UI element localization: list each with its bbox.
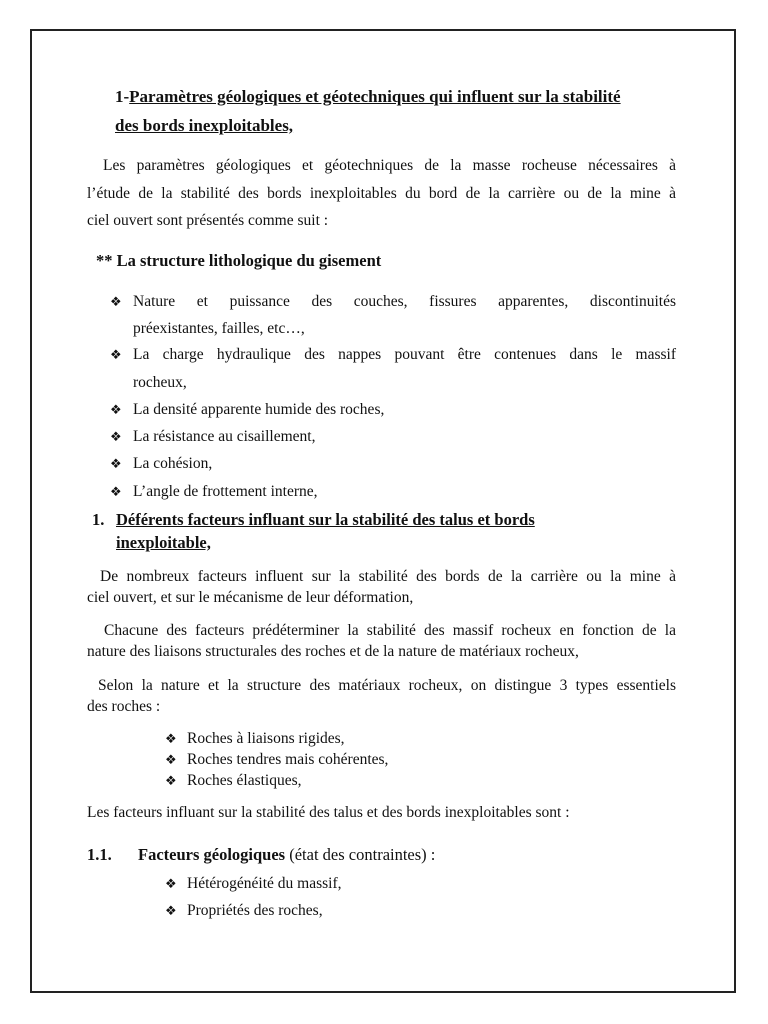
- bullet-icon: ❖: [165, 773, 177, 788]
- sub11-heading: [138, 845, 435, 865]
- bullet-icon: ❖: [165, 731, 177, 746]
- lithology-item-5: La cohésion,: [133, 455, 213, 472]
- bullet-icon: ❖: [110, 484, 122, 499]
- lithology-item-2-line1: La charge hydraulique des nappes pouvant être contenues dans le massif: [133, 346, 676, 363]
- rock-type-3: Roches élastiques,: [187, 772, 302, 789]
- bullet-icon: ❖: [165, 903, 177, 918]
- lithology-item-4: La résistance au cisaillement,: [133, 428, 316, 445]
- heading-line1: Paramètres géologiques et géotechniques qui influent sur la stabilité: [129, 87, 621, 106]
- lithology-item-1-line2: préexistantes, failles, etc…,: [133, 320, 305, 337]
- sub11-title: Facteurs géologiques: [138, 845, 286, 864]
- rock-type-2: Roches tendres mais cohérentes,: [187, 751, 389, 768]
- lithology-heading: ** La structure lithologique du gisement: [96, 251, 382, 270]
- lithology-item-2-line2: rocheux,: [133, 374, 187, 391]
- para3-line2: des roches :: [87, 698, 161, 715]
- para1-line2: ciel ouvert, et sur le mécanisme de leur déformation,: [87, 589, 414, 606]
- main-heading: [115, 87, 621, 107]
- bullet-icon: ❖: [110, 294, 122, 309]
- para1-line1: De nombreux facteurs influent sur la stabilité des bords de la carrière ou la mine à: [100, 568, 676, 585]
- lithology-item-1-line1: Nature et puissance des couches, fissures apparentes, discontinuités: [133, 293, 676, 310]
- lithology-item-3: La densité apparente humide des roches,: [133, 401, 385, 418]
- lithology-item-6: L’angle de frottement interne,: [133, 483, 318, 500]
- bullet-icon: ❖: [110, 402, 122, 417]
- section1-heading-line2: inexploitable,: [116, 533, 211, 552]
- rock-type-1: Roches à liaisons rigides,: [187, 730, 345, 747]
- para3-line1: Selon la nature et la structure des matériaux rocheux, on distingue 3 types essentiels: [98, 677, 676, 694]
- sub11-note: (état des contraintes) :: [289, 845, 436, 864]
- section1-heading-line1: Déférents facteurs influant sur la stabilité des talus et bords: [116, 510, 535, 529]
- heading-number: 1-: [115, 87, 130, 106]
- bullet-icon: ❖: [165, 752, 177, 767]
- intro-line2: l’étude de la stabilité des bords inexploitables du bord de la carrière ou de la mine à: [87, 185, 676, 202]
- section1-number: 1.: [92, 510, 105, 529]
- para2-line1: Chacune des facteurs prédéterminer la stabilité des massif rocheux en fonction de la: [104, 622, 676, 639]
- geo-item-2: Propriétés des roches,: [187, 902, 323, 919]
- intro-line3: ciel ouvert sont présentés comme suit :: [87, 212, 329, 229]
- geo-item-1: Hétérogénéité du massif,: [187, 875, 342, 892]
- bullet-icon: ❖: [165, 876, 177, 891]
- intro-line1: Les paramètres géologiques et géotechniques de la masse rocheuse nécessaires à: [103, 157, 676, 174]
- para2-line2: nature des liaisons structurales des roches et de la nature de matériaux rocheux,: [87, 643, 579, 660]
- heading-line2: des bords inexploitables,: [115, 116, 294, 135]
- sub11-number: 1.1.: [87, 845, 112, 864]
- bullet-icon: ❖: [110, 347, 122, 362]
- bullet-icon: ❖: [110, 456, 122, 471]
- bullet-icon: ❖: [110, 429, 122, 444]
- factors-intro: Les facteurs influant sur la stabilité des talus et des bords inexploitables sont :: [87, 804, 570, 821]
